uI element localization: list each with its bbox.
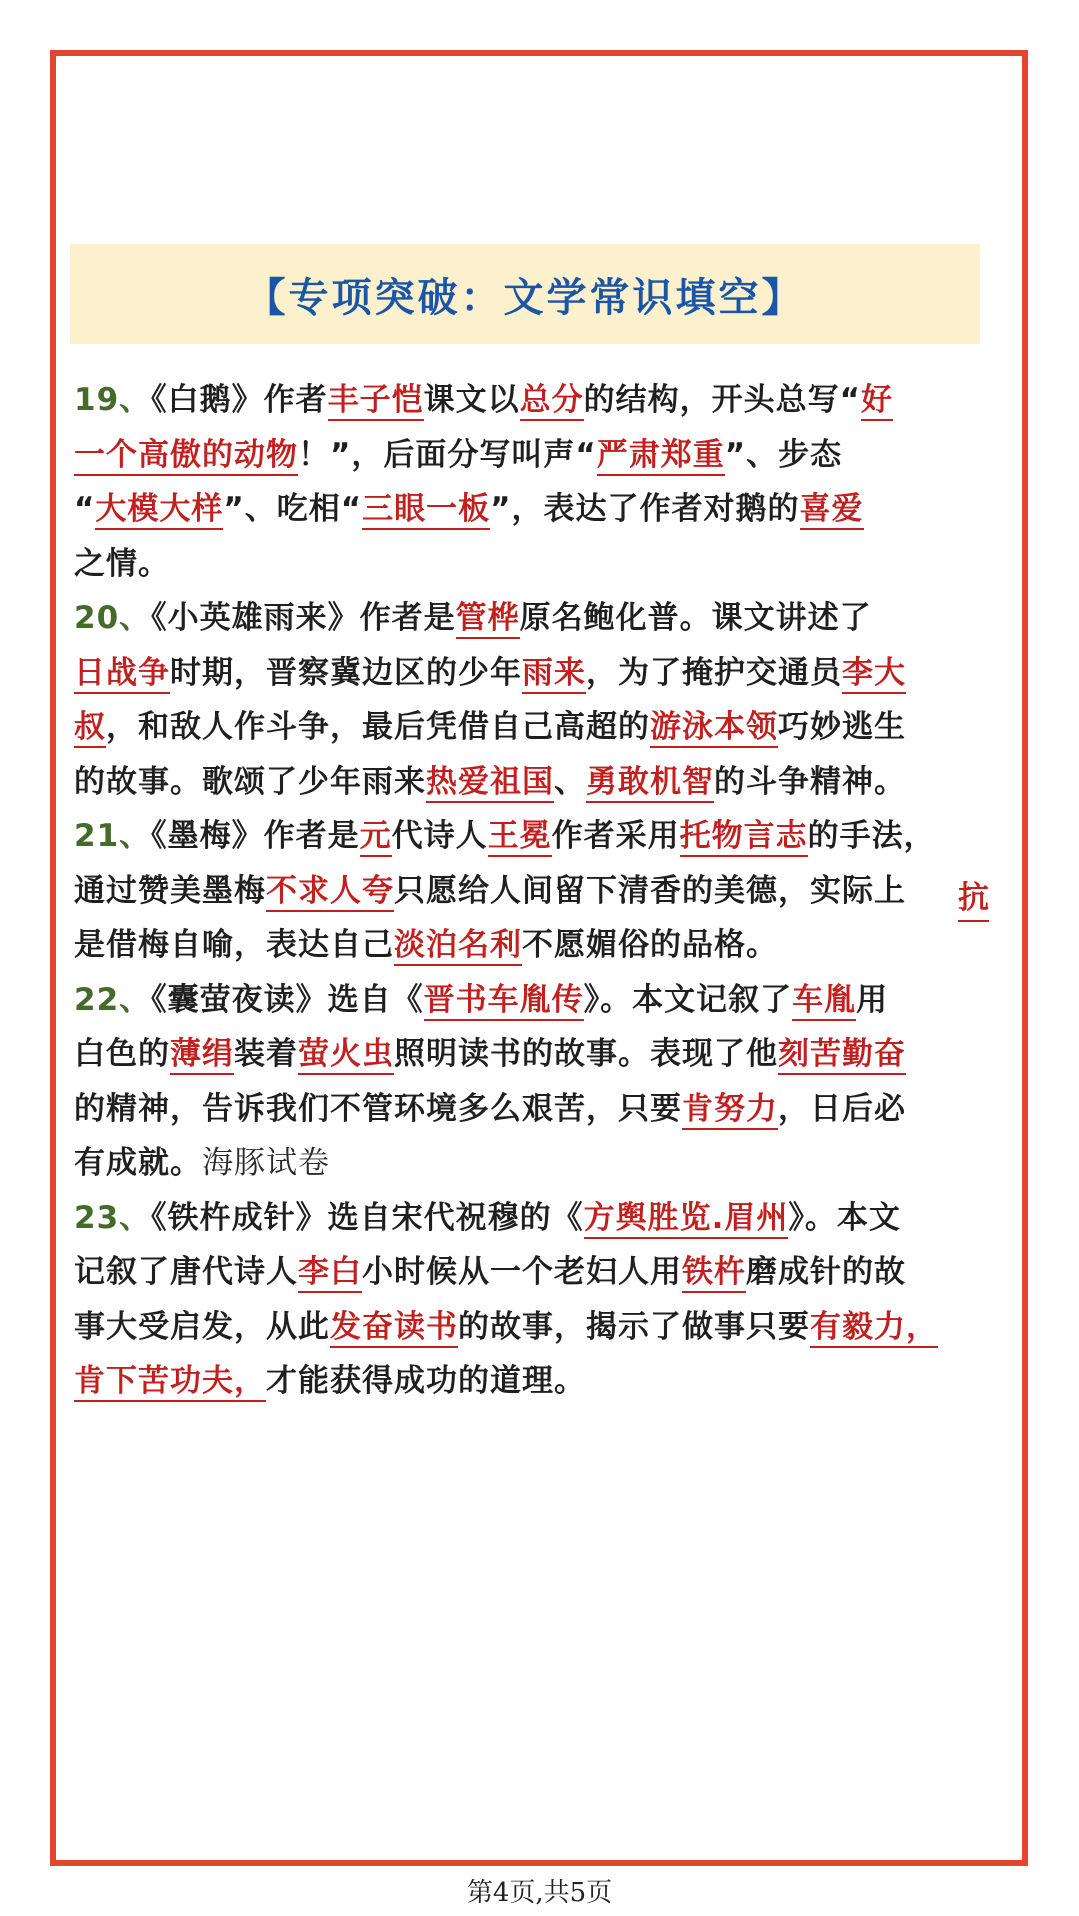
text-segment: ”，表达了作者对鹅的 (490, 491, 800, 527)
text-segment: 不愿媚俗的品格。 (522, 927, 778, 963)
answer-blank: 托物言志 (680, 818, 808, 857)
text-segment: ”、吃相“ (223, 491, 363, 527)
answer-blank: 三眼一板 (362, 491, 490, 530)
page-footer: 第4页,共5页 (466, 1878, 613, 1908)
text-line (74, 1196, 901, 1240)
text-segment: ！”，后面分写叫声“ (298, 437, 597, 473)
text-segment: 《小英雄雨来》作者是 (151, 600, 456, 636)
text-segment: 《白鹅》作者 (151, 382, 328, 418)
answer-blank: 晋书车胤传 (424, 982, 584, 1021)
answer-blank: 雨来 (522, 655, 586, 694)
text-segment: 的手法， (807, 818, 936, 854)
text-line (74, 378, 893, 422)
text-segment: 代诗人 (391, 818, 488, 854)
text-segment: 小时候从一个老妇人用 (362, 1254, 682, 1290)
answer-blank: 薄绢 (170, 1036, 234, 1075)
answer-blank: 日战争 (74, 655, 170, 694)
question-number: 22、 (74, 982, 152, 1018)
answer-blank: 管桦 (456, 600, 520, 639)
text-segment: 《囊萤夜读》选自《 (151, 982, 424, 1018)
answer-blank: 车胤 (792, 982, 856, 1021)
text-segment: 的结构，开头总写“ (583, 382, 862, 418)
text-segment: “ (74, 491, 96, 527)
text-segment: 事大受启发，从此 (74, 1309, 330, 1345)
text-line (74, 433, 842, 477)
question-number: 23、 (74, 1200, 152, 1236)
text-segment: 的故事。歌颂了少年雨来 (74, 764, 426, 800)
text-line (74, 1141, 330, 1185)
text-segment: 巧妙逃生 (778, 709, 906, 745)
answer-blank: 有毅力， (810, 1309, 938, 1348)
answer-blank: 刻苦勤奋 (778, 1036, 906, 1075)
answer-blank: 一个高傲的动物 (74, 437, 298, 476)
text-segment: 作者采用 (551, 818, 680, 854)
text-segment: 是借梅自喻，表达自己 (74, 927, 394, 963)
watermark-text: 海豚试卷 (202, 1145, 330, 1181)
question-number: 20、 (74, 600, 152, 636)
text-segment: 通过赞美墨梅 (74, 873, 266, 909)
text-segment: 的故事，揭示了做事只要 (458, 1309, 810, 1345)
text-segment: 《铁杵成针》选自宋代祝穆的《 (151, 1200, 584, 1236)
text-line (74, 705, 906, 749)
text-segment: ，为了掩护交通员 (586, 655, 842, 691)
title-banner (70, 244, 980, 344)
text-line (74, 651, 906, 695)
answer-blank: 铁杵 (682, 1254, 746, 1293)
text-segment: 的斗争精神。 (714, 764, 906, 800)
text-segment: 只愿给人间留下清香的美德，实际上 (394, 873, 906, 909)
text-line (74, 978, 888, 1022)
text-segment: 之情。 (74, 546, 170, 582)
answer-blank: 淡泊名利 (394, 927, 522, 966)
answer-blank: 发奋读书 (330, 1309, 458, 1348)
text-segment: 磨成针的故 (746, 1254, 906, 1290)
text-segment: 《墨梅》作者是 (151, 818, 360, 854)
answer-blank: 萤火虫 (298, 1036, 394, 1075)
text-line (74, 1250, 906, 1294)
answer-blank: 严肃郑重 (597, 437, 725, 476)
text-segment: 》。本文 (788, 1200, 901, 1236)
text-segment: 记叙了唐代诗人 (74, 1254, 298, 1290)
text-line (74, 596, 872, 640)
answer-blank: 大模大样 (95, 491, 223, 530)
text-line (74, 814, 936, 858)
answer-blank: 游泳本领 (650, 709, 778, 748)
answer-blank: 喜爱 (800, 491, 864, 530)
text-line (74, 1032, 906, 1076)
answer-blank: 不求人夸 (266, 873, 394, 912)
text-segment: 的精神，告诉我们不管环境多么艰苦，只要 (74, 1091, 682, 1127)
text-segment: ，和敌人作斗争，最后凭借自己高超的 (106, 709, 650, 745)
text-line (74, 1359, 586, 1403)
text-line (74, 487, 864, 531)
page-title: 【专项突破：文学常识填空】 (245, 274, 805, 321)
text-segment: 》。本文记叙了 (583, 982, 793, 1018)
text-segment: 有成就。 (74, 1145, 202, 1181)
text-segment: ，日后必 (778, 1091, 906, 1127)
question-number: 19、 (74, 382, 152, 418)
text-line (74, 923, 778, 967)
stray-answer-char: 抗 (958, 876, 989, 922)
answer-blank: 李大 (842, 655, 906, 694)
question-number: 21、 (74, 818, 152, 854)
text-segment: ”、步态 (724, 437, 843, 473)
text-segment: 用 (856, 982, 889, 1018)
text-line (74, 542, 170, 586)
text-segment: 时期，晋察冀边区的少年 (170, 655, 522, 691)
text-line (74, 869, 906, 913)
answer-blank: 勇敢机智 (586, 764, 714, 803)
answer-blank: 元 (360, 818, 392, 857)
text-segment: 、 (554, 764, 586, 800)
answer-blank: 总分 (520, 382, 584, 421)
text-segment: 装着 (234, 1036, 298, 1072)
answer-blank: 肯努力 (682, 1091, 778, 1130)
answer-blank: 丰子恺 (328, 382, 424, 421)
text-segment: 白色的 (74, 1036, 170, 1072)
answer-blank: 热爱祖国 (426, 764, 554, 803)
text-segment: 才能获得成功的道理。 (266, 1363, 586, 1399)
answer-blank: 王冕 (488, 818, 552, 857)
text-segment: 照明读书的故事。表现了他 (394, 1036, 778, 1072)
answer-blank: 李白 (298, 1254, 362, 1293)
answer-blank: 好 (861, 382, 893, 421)
text-line (74, 1087, 906, 1131)
answer-blank: 方舆胜览.眉州 (584, 1200, 789, 1239)
answer-blank: 叔 (74, 709, 106, 748)
answer-blank: 肯下苦功夫， (74, 1363, 266, 1402)
text-segment: 原名鲍化普。课文讲述了 (519, 600, 872, 636)
text-line (74, 760, 906, 804)
text-line (74, 1305, 938, 1349)
text-segment: 课文以 (423, 382, 520, 418)
